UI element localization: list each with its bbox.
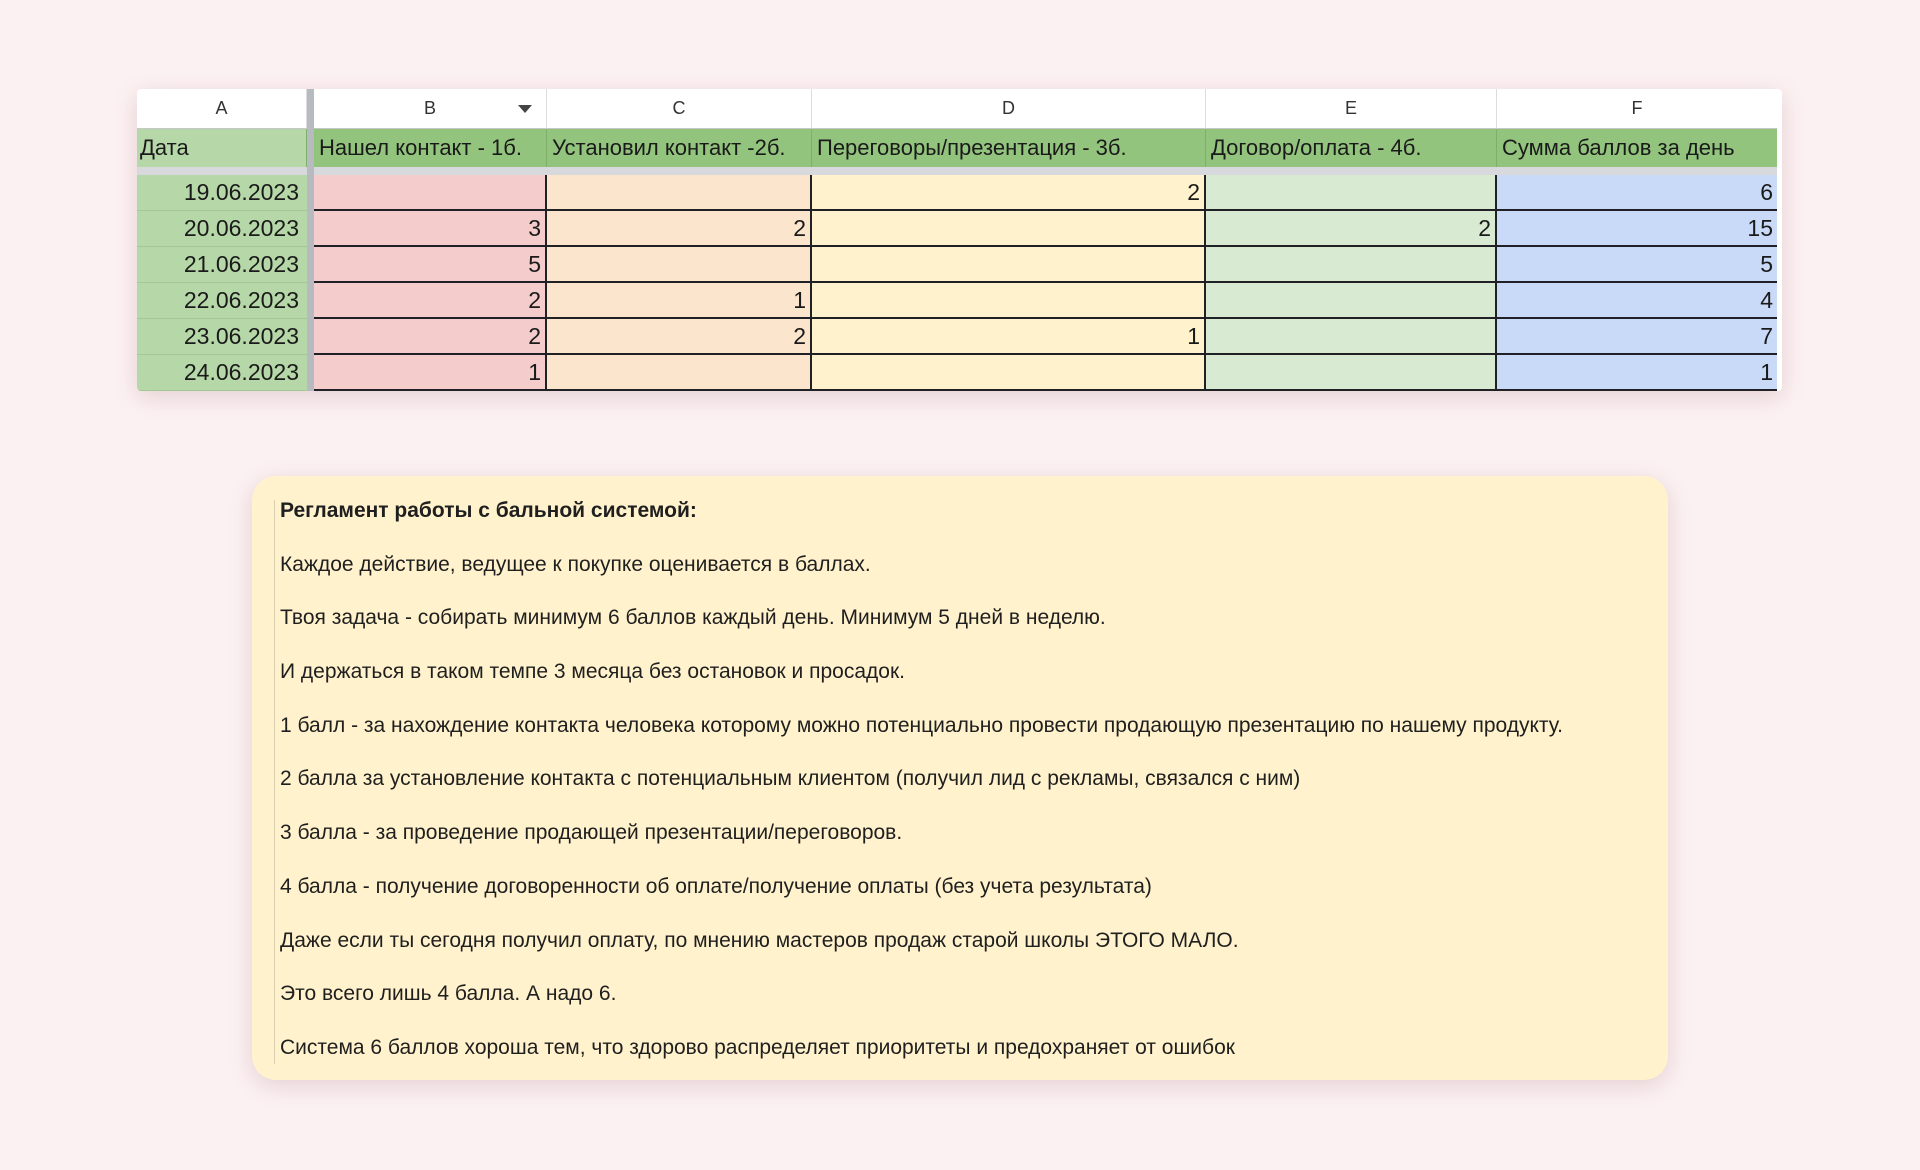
spreadsheet: [137, 89, 1782, 391]
table-cell-sum[interactable]: 4: [1497, 283, 1777, 319]
table-cell-date[interactable]: 20.06.2023: [137, 211, 307, 247]
table-cell[interactable]: [547, 247, 812, 283]
table-cell[interactable]: [314, 175, 547, 211]
frozen-row-divider[interactable]: [137, 167, 307, 175]
table-cell[interactable]: 2: [314, 283, 547, 319]
column-header-f[interactable]: F: [1497, 89, 1777, 129]
rules-title: Регламент работы с бальной системой:: [280, 499, 697, 522]
column-header-d[interactable]: D: [812, 89, 1206, 129]
table-cell-date[interactable]: 21.06.2023: [137, 247, 307, 283]
header-cell-found-contact[interactable]: Нашел контакт - 1б.: [314, 129, 547, 167]
column-header-e[interactable]: E: [1206, 89, 1497, 129]
frozen-column-divider[interactable]: [307, 89, 314, 391]
rules-line: Каждое действие, ведущее к покупке оценивается в баллах.: [280, 552, 871, 576]
header-cell-negotiations[interactable]: Переговоры/презентация - 3б.: [812, 129, 1206, 167]
rules-line: 4 балла - получение договоренности об оплате/получение оплаты (без учета результата): [280, 874, 1152, 898]
column-header-b[interactable]: [314, 89, 547, 129]
table-cell[interactable]: [547, 355, 812, 391]
table-cell[interactable]: 2: [812, 175, 1206, 211]
rules-line: Твоя задача - собирать минимум 6 баллов каждый день. Минимум 5 дней в неделю.: [280, 606, 1106, 630]
table-cell-sum[interactable]: 1: [1497, 355, 1777, 391]
rules-line: Система 6 баллов хороша тем, что здорово распределяет приоритеты и предохраняет от ошибок: [280, 1035, 1235, 1059]
table-cell-date[interactable]: 19.06.2023: [137, 175, 307, 211]
header-cell-contract-payment[interactable]: Договор/оплата - 4б.: [1206, 129, 1497, 167]
header-cell-daily-sum[interactable]: Сумма баллов за день: [1497, 129, 1777, 167]
table-cell[interactable]: [1206, 247, 1497, 283]
table-cell-sum[interactable]: 5: [1497, 247, 1777, 283]
table-cell[interactable]: [812, 247, 1206, 283]
column-header-c[interactable]: C: [547, 89, 812, 129]
table-cell[interactable]: [547, 175, 812, 211]
rules-line: 1 балл - за нахождение контакта человека которому можно потенциально провести продающую презентацию по нашему продукту.: [280, 713, 1564, 737]
table-cell[interactable]: 2: [547, 211, 812, 247]
rules-line: Даже если ты сегодня получил оплату, по мнению мастеров продаж старой школы ЭТОГО МАЛО.: [280, 928, 1239, 952]
table-cell[interactable]: [812, 211, 1206, 247]
spreadsheet-grid: [137, 89, 1782, 391]
table-cell-date[interactable]: 24.06.2023: [137, 355, 307, 391]
frozen-row-divider[interactable]: [314, 167, 1777, 175]
table-cell-date[interactable]: 23.06.2023: [137, 319, 307, 355]
table-cell[interactable]: 2: [1206, 211, 1497, 247]
table-cell[interactable]: 1: [812, 319, 1206, 355]
rules-line: И держаться в таком темпе 3 месяца без остановок и просадок.: [280, 660, 905, 684]
table-cell[interactable]: [1206, 175, 1497, 211]
rules-line: Это всего лишь 4 балла. А надо 6.: [280, 982, 617, 1006]
rules-text: [280, 496, 1658, 1080]
rules-note-card: [252, 476, 1668, 1080]
table-cell[interactable]: 2: [314, 319, 547, 355]
header-cell-established-contact[interactable]: Установил контакт -2б.: [547, 129, 812, 167]
table-cell[interactable]: 2: [547, 319, 812, 355]
table-cell[interactable]: [1206, 355, 1497, 391]
table-cell[interactable]: [812, 355, 1206, 391]
table-cell[interactable]: 5: [314, 247, 547, 283]
column-header-a[interactable]: A: [137, 89, 307, 129]
table-cell-sum[interactable]: 15: [1497, 211, 1777, 247]
table-cell[interactable]: 3: [314, 211, 547, 247]
table-cell[interactable]: 1: [314, 355, 547, 391]
table-cell[interactable]: [1206, 283, 1497, 319]
table-cell-sum[interactable]: 6: [1497, 175, 1777, 211]
table-cell[interactable]: 1: [547, 283, 812, 319]
table-cell-sum[interactable]: 7: [1497, 319, 1777, 355]
dropdown-caret-icon[interactable]: [518, 105, 532, 113]
column-letter-b: B: [423, 98, 436, 118]
header-cell-date[interactable]: Дата: [137, 129, 307, 167]
table-cell[interactable]: [812, 283, 1206, 319]
rules-line: 2 балла за установление контакта с потенциальным клиентом (получил лид с рекламы, связался с ним): [280, 767, 1301, 791]
rules-line: 3 балла - за проведение продающей презентации/переговоров.: [280, 821, 903, 845]
table-cell[interactable]: [1206, 319, 1497, 355]
table-cell-date[interactable]: 22.06.2023: [137, 283, 307, 319]
